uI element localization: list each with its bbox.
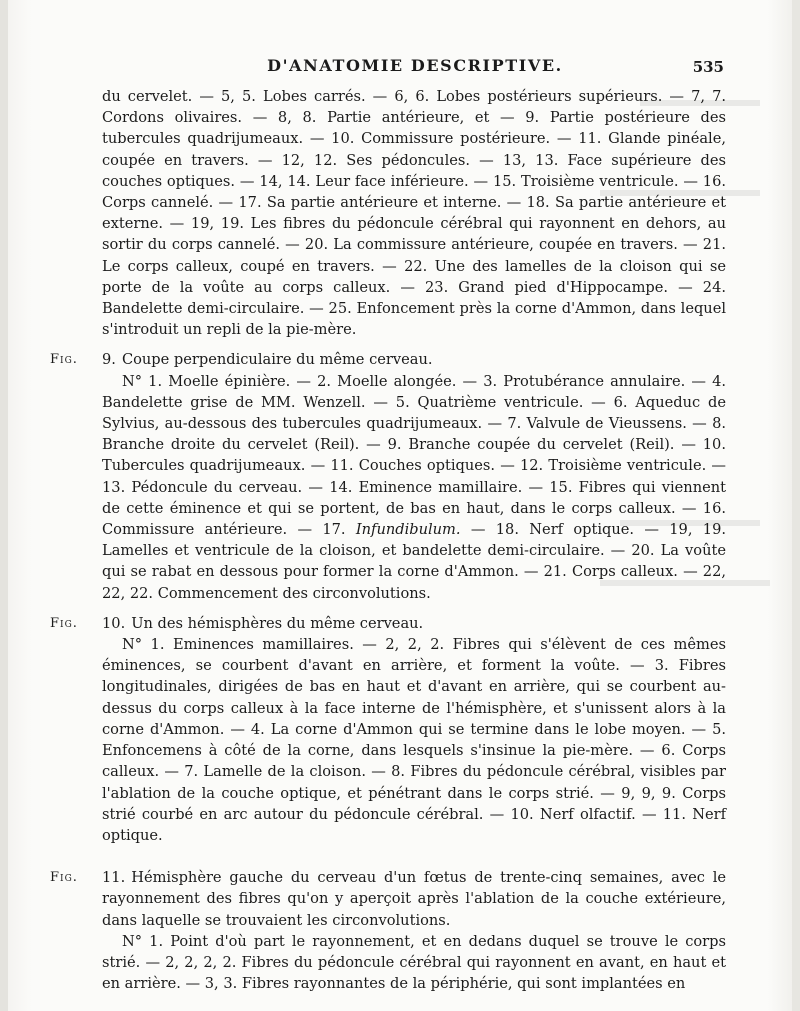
figure-9-legend-part2: — 18. Nerf optique. — 19, 19. Lamelles et ventricule de la cloison, et bandelette demi-circulaire. — 20. La voûte qui se rabat en dessous pour former la corne d'Ammon. — 21. Corps calleux. — 22, 22, 22. Commencement des circonvolutions. [102,521,726,602]
figure-9-caption-line [50,349,726,370]
figure-11-legend: N° 1. Point d'où part le rayonnement, et en dedans duquel se trouve le corps strié. — 2, 2, 2, 2. Fibres du pédoncule cérébral qui rayonnent en avant, en haut et en arrière. — 3, 3. Fibres rayonnantes de la périphérie, qui sont implantées en [102,932,726,993]
figure-10-legend: N° 1. Eminences mamillaires. — 2, 2, 2. Fibres qui s'élèvent de ces mêmes éminences, se courbent d'avant en arrière, et forment la voûte. — 3. Fibres longitudinales, dirigées de bas en haut et d'avant en arrière, qui se courbent au-dessus du corps calleux à la face interne de l'hémisphère, et s'unissent alors à la corne d'Ammon. — 4. La corne d'Ammon qui se termine dans le lobe moyen. — 5. Enfoncemens à côté de la corne, dans lesquels s'insinue la pie-mère. — 6. Corps calleux. — 7. Lamelle de la cloison. — 8. Fibres du pédoncule cérébral, visibles par l'ablation de la couche optique, et pénétrant dans le corps strié. — 9, 9, 9. Corps strié courbé en arc autour du pédoncule cérébral. — 10. Nerf olfactif. — 11. Nerf optique. [102,636,726,844]
figure-11-caption: Hémisphère gauche du cerveau d'un fœtus de trente-cinq semaines, avec le rayonnement des fibres qu'on y aperçoit après l'ablation de la couche extérieure, dans laquelle se trouvaient les circonvolutions. [102,869,726,929]
figure-10-label-text: Fig. [50,615,78,631]
figure-9-label-text: Fig. [50,352,78,368]
figure-10-caption: Un des hémisphères du même cerveau. [131,614,424,632]
figure-11-number: 11. [102,869,126,887]
figure-9-entry [50,349,726,603]
figure-9-caption: Coupe perpendiculaire du même cerveau. [121,351,433,369]
page-header [100,56,730,80]
figure-9-legend-italic: Infundibulum. [355,521,461,539]
figure-10-entry [50,613,726,846]
figure-9-number: 9. [102,351,116,369]
figure-10-caption-line [50,613,726,634]
figure-11-label [50,867,78,888]
figure-10-number: 10. [102,614,126,632]
figure-11-caption-line [50,867,726,931]
figure-9-legend-part1: N° 1. Moelle épinière. — 2. Moelle alongée. — 3. Protubérance annulaire. — 4. Bandelette grise de MM. Wenzell. — 5. Quatrième ventricule. — 6. Aqueduc de Sylvius, au-dessous des tubercules quadrijumeaux. — 7. Valvule de Vieussens. — 8. Branche droite du cervelet (Reil). — 9. Branche coupée du cervelet (Reil). — 10. Tubercules quadrijumeaux. — 11. Couches optiques. — 12. Troisième ventricule. — 13. Pédoncule du cerveau. — 14. Eminence mamillaire. — 15. Fibres qui viennent de cette éminence et qui se portent, de bas en haut, dans le corps calleux. — 16. Commissure antérieure. — 17. [102,372,726,539]
figure-11-entry [50,867,726,994]
figure-9-legend [50,371,726,604]
running-title: D'ANATOMIE DESCRIPTIVE. [267,56,563,75]
figure-10-label [50,613,78,634]
figure-11-label-text: Fig. [50,870,78,886]
figure-9-label [50,349,78,370]
page-number: 535 [692,58,724,76]
page-body [50,86,726,994]
continued-paragraph: du cervelet. — 5, 5. Lobes carrés. — 6, 6. Lobes postérieurs supérieurs. — 7, 7. Cordons olivaires. — 8, 8. Partie antérieure, et — 9. Partie postérieure des tubercules quadrijumeaux. — 10. Commissure postérieure. — 11. Glande pinéale, coupée en travers. — 12, 12. Ses pédoncules. — 13, 13. Face supérieure des couches optiques. — 14, 14. Leur face inférieure. — 15. Troisième ventricule. — 16. Corps cannelé. — 17. Sa partie antérieure et interne. — 18. Sa partie antérieure et externe. — 19, 19. Les fibres du pédoncule cérébral qui rayonnent en dehors, au sortir du corps cannelé. — 20. La commissure antérieure, coupée en travers. — 21. Le corps calleux, coupé en travers. — 22. Une des lamelles de la cloison qui se porte de la voûte au corps calleux. — 23. Grand pied d'Hippocampe. — 24. Bandelette demi-circulaire. — 25. Enfoncement près la corne d'Ammon, dans lequel s'introduit un repli de la pie-mère. [102,88,726,339]
